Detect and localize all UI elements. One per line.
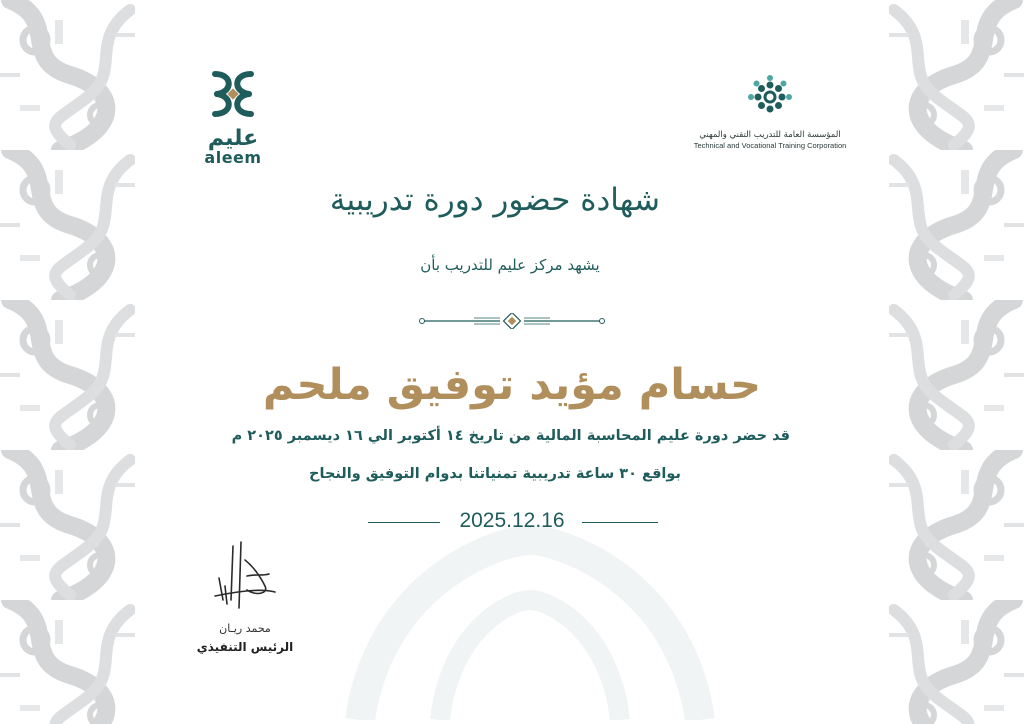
date-rule-right: [582, 522, 658, 523]
left-ornamental-border: [0, 0, 135, 724]
certificate-title: شهادة حضور دورة تدريبية: [329, 182, 660, 218]
certifies-text: يشهد مركز عليم للتدريب بأن: [420, 256, 600, 274]
aleem-logo: [198, 66, 268, 166]
date-rule-left: [368, 522, 440, 523]
course-hours-line: بواقع ٣٠ ساعة تدريبية تمنياتنا بدوام التوفيق والنجاح: [309, 466, 681, 482]
course-details-line: قد حضر دورة عليم المحاسبة المالية من تاريخ ١٤ أكتوبر الي ١٦ ديسمبر ٢٠٢٥ م: [231, 428, 790, 444]
tvtc-star-icon: [747, 74, 793, 120]
aleem-english-text: aleem: [204, 148, 262, 167]
signer-name: محمد ريـان: [219, 622, 271, 635]
aleem-arabic-text: عليم: [207, 126, 259, 151]
issue-date: 2025.12.16: [459, 509, 565, 532]
aleem-knot-icon: [203, 66, 263, 122]
tvtc-arabic-text: المؤسسة العامة للتدريب التقني والمهني: [699, 130, 841, 140]
ornament-divider-icon: [418, 313, 606, 329]
recipient-name: حسام مؤيد توفيق ملحم: [262, 360, 762, 410]
handwritten-signature: [205, 538, 285, 618]
issue-date-row: [368, 508, 658, 538]
signer-role: الرئيس التنفيذي: [196, 640, 294, 654]
right-ornamental-border: [889, 0, 1024, 724]
tvtc-logo: [680, 74, 860, 150]
tvtc-english-text: Technical and Vocational Training Corporation: [693, 141, 847, 150]
